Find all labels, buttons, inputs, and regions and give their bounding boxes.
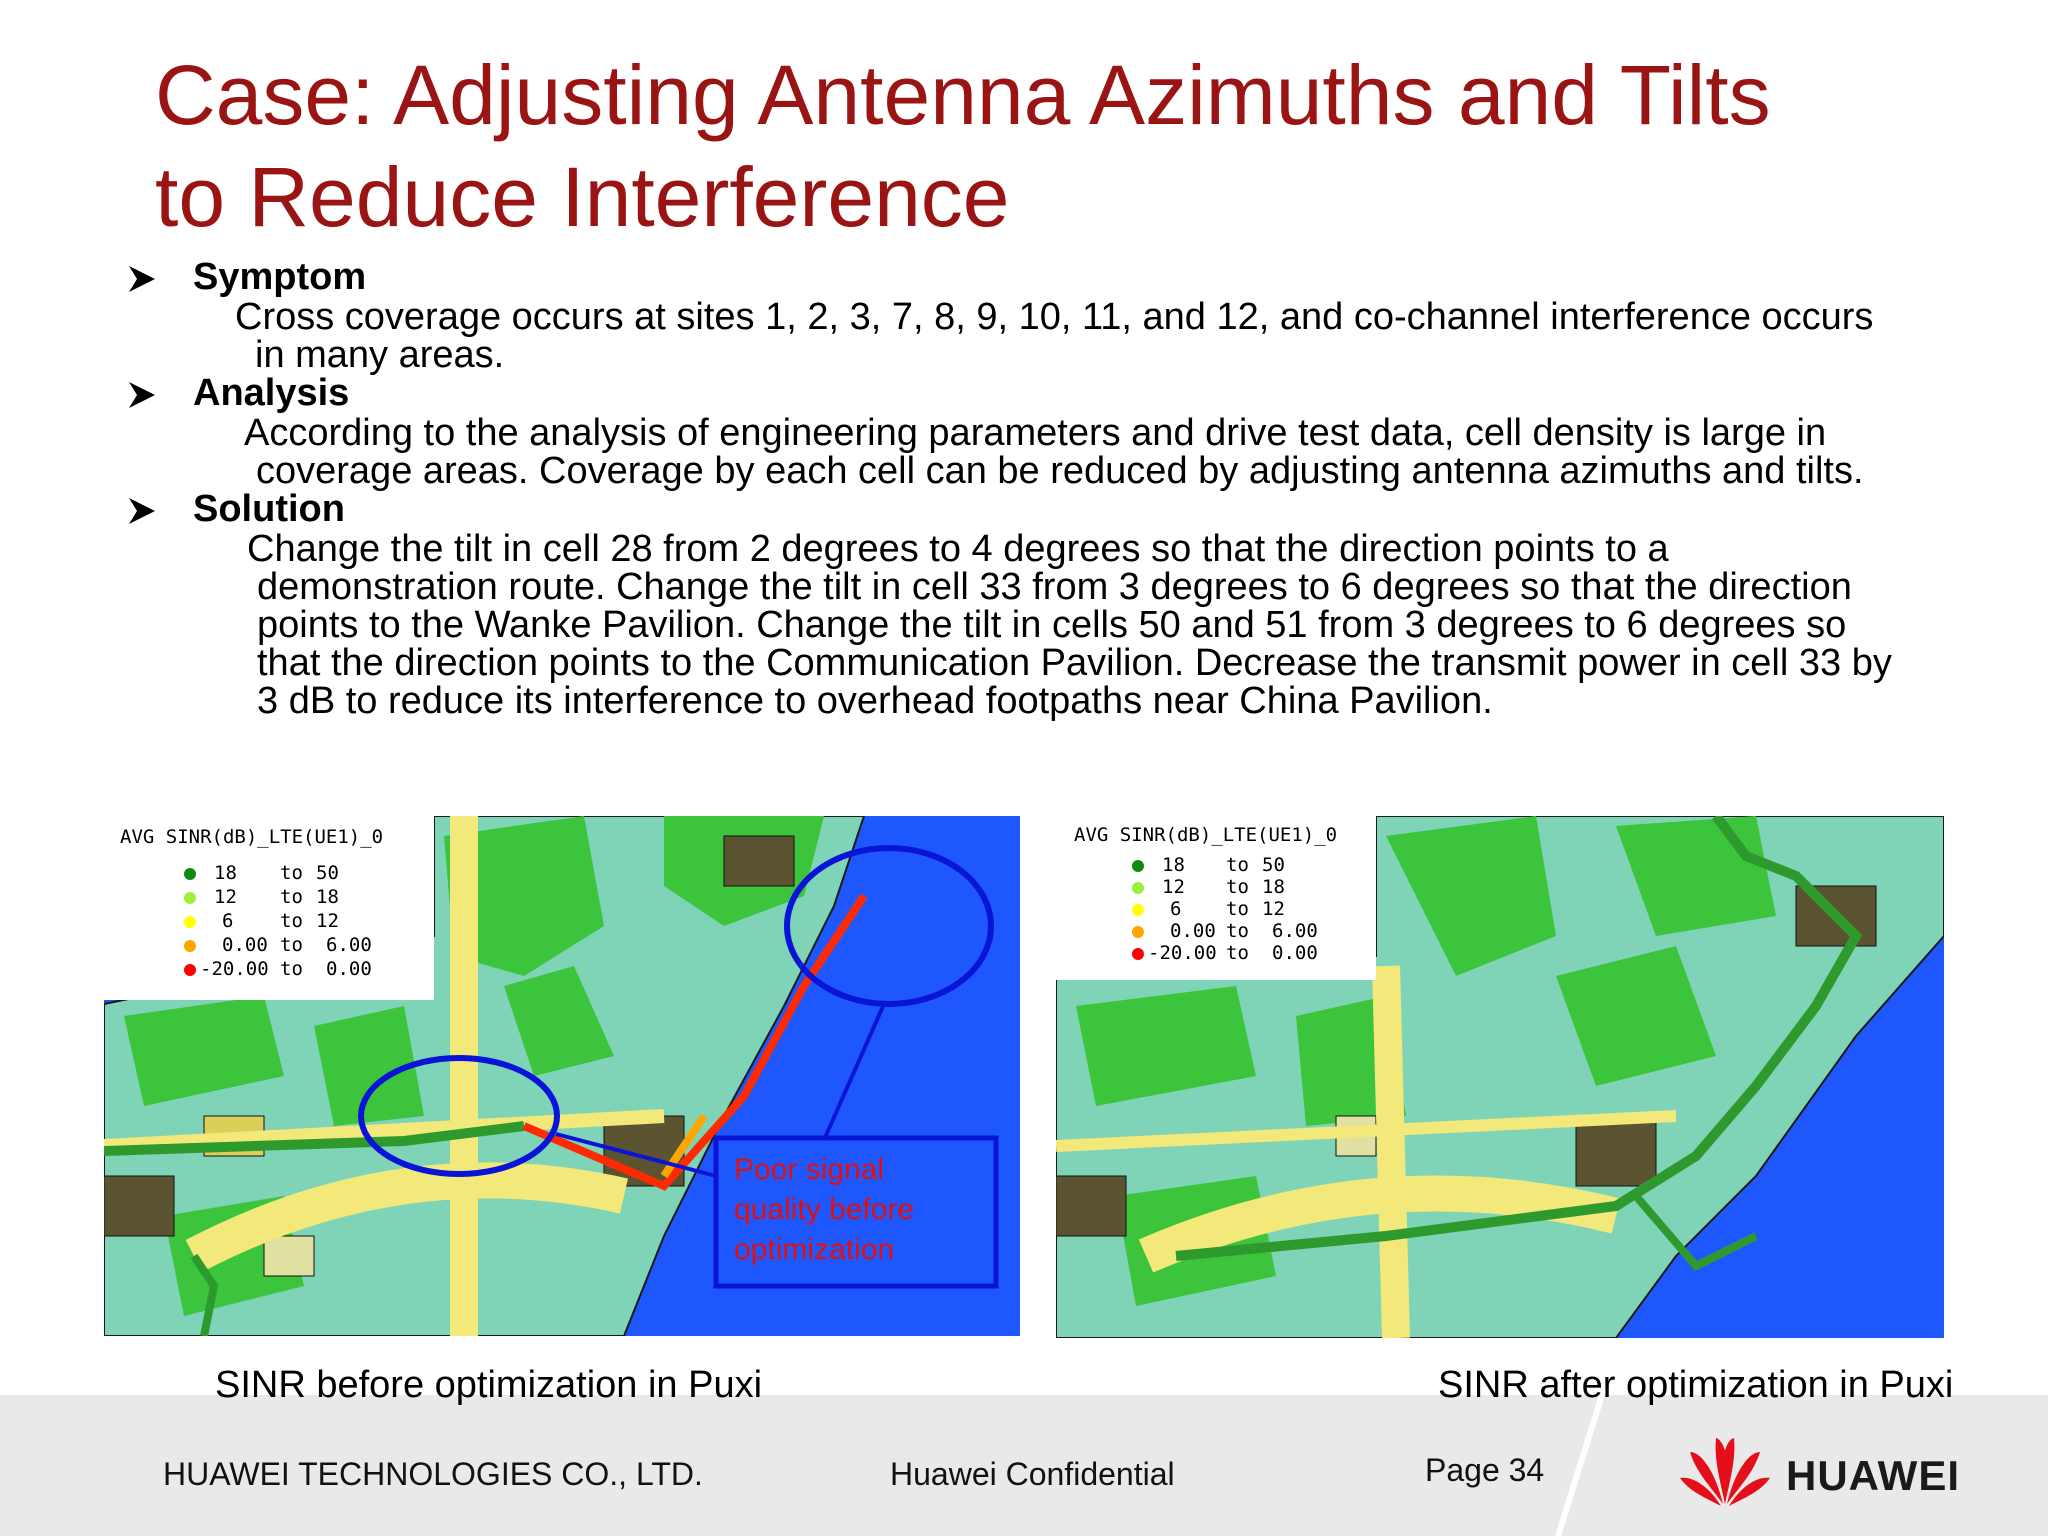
- legend-to: 50: [1262, 854, 1285, 876]
- bullet-heading: Symptom: [193, 256, 367, 298]
- huawei-logo-text: HUAWEI: [1786, 1452, 1960, 1499]
- legend-to-word: to: [1226, 854, 1249, 876]
- legend-to: 0.00: [1272, 942, 1318, 964]
- legend-to: 6.00: [1272, 920, 1318, 942]
- legend-from: 18: [1162, 854, 1185, 876]
- footer-confidential: Huawei Confidential: [890, 1456, 1175, 1492]
- legend-after: [1056, 816, 1376, 980]
- title-line-1: Case: Adjusting Antenna Azimuths and Tilts: [155, 48, 1771, 142]
- legend-from: -20.00: [200, 958, 269, 980]
- legend-to-word: to: [1226, 898, 1249, 920]
- huawei-logo: [1680, 1430, 1980, 1510]
- legend-dot: [1132, 904, 1144, 916]
- caption-before: SINR before optimization in Puxi: [215, 1364, 763, 1406]
- callout-text: [734, 1150, 914, 1270]
- legend-dot: [1132, 926, 1144, 938]
- legend-to-word: to: [1226, 876, 1249, 898]
- legend-to: 6.00: [326, 934, 372, 956]
- legend-dot: [1132, 860, 1144, 872]
- footer-page: Page 34: [1425, 1452, 1545, 1488]
- legend-to-word: to: [280, 910, 303, 932]
- callout-line: quality before: [734, 1193, 915, 1226]
- bullet-analysis: [125, 374, 2005, 490]
- legend-to: 50: [316, 862, 339, 884]
- legend-to-word: to: [280, 862, 303, 884]
- bullet-line: Change the tilt in cell 28 from 2 degrees to 4 degrees so that the direction points to a: [247, 528, 1669, 570]
- legend-to: 18: [316, 886, 339, 908]
- map-before: [104, 816, 1020, 1336]
- legend-to: 0.00: [326, 958, 372, 980]
- legend-from: 0.00: [222, 934, 268, 956]
- bullet-line: coverage areas. Coverage by each cell can be reduced by adjusting antenna azimuths and tilts.: [256, 450, 1864, 492]
- legend-dot: [184, 964, 196, 976]
- footer-company: HUAWEI TECHNOLOGIES CO., LTD.: [163, 1456, 703, 1492]
- bullet-line: points to the Wanke Pavilion. Change the tilt in cells 50 and 51 from 3 degrees to 6 degrees so: [257, 604, 1847, 646]
- bullet-line: Cross coverage occurs at sites 1, 2, 3, 7, 8, 9, 10, 11, and 12, and co-channel interference occurs: [235, 296, 1874, 338]
- footer-divider: [1540, 1395, 1620, 1536]
- bullet-symptom: [125, 258, 2005, 374]
- legend-from: 18: [214, 862, 237, 884]
- bullet-heading: Solution: [193, 488, 345, 530]
- arrow-bullet-icon: [125, 262, 159, 296]
- bullet-list: [125, 258, 2005, 720]
- legend-title: AVG SINR(dB)_LTE(UE1)_0: [1074, 824, 1338, 846]
- legend-to: 12: [1262, 898, 1285, 920]
- legend-from: 12: [214, 886, 237, 908]
- caption-after: SINR after optimization in Puxi: [1438, 1364, 1954, 1406]
- bullet-line: that the direction points to the Communication Pavilion. Decrease the transmit power in cell 33 by: [257, 642, 1892, 684]
- legend-to-word: to: [1226, 920, 1249, 942]
- bullet-heading: Analysis: [193, 372, 350, 414]
- bullet-line: demonstration route. Change the tilt in cell 33 from 3 degrees to 6 degrees so that the direction: [257, 566, 1852, 608]
- legend-from: -20.00: [1148, 942, 1217, 964]
- legend-from: 0.00: [1170, 920, 1216, 942]
- legend-before: [104, 816, 434, 1000]
- legend-dot: [184, 868, 196, 880]
- bullet-line: 3 dB to reduce its interference to overhead footpaths near China Pavilion.: [257, 680, 1493, 722]
- legend-to-word: to: [280, 958, 303, 980]
- legend-dot: [184, 892, 196, 904]
- legend-from: 6: [222, 910, 234, 932]
- legend-to-word: to: [1226, 942, 1249, 964]
- arrow-bullet-icon: [125, 494, 159, 528]
- legend-to: 18: [1262, 876, 1285, 898]
- legend-dot: [184, 916, 196, 928]
- legend-to: 12: [316, 910, 339, 932]
- legend-from: 6: [1170, 898, 1182, 920]
- legend-from: 12: [1162, 876, 1185, 898]
- slide-title: [155, 44, 1955, 248]
- bullet-solution: [125, 490, 2005, 720]
- legend-title: AVG SINR(dB)_LTE(UE1)_0: [120, 826, 384, 848]
- legend-dot: [1132, 882, 1144, 894]
- legend-dot: [184, 940, 196, 952]
- title-line-2: to Reduce Interference: [155, 150, 1010, 244]
- bullet-line: According to the analysis of engineering parameters and drive test data, cell density is large in: [244, 412, 1827, 454]
- legend-dot: [1132, 948, 1144, 960]
- arrow-bullet-icon: [125, 378, 159, 412]
- legend-to-word: to: [280, 886, 303, 908]
- legend-to-word: to: [280, 934, 303, 956]
- huawei-petal-icon: [1680, 1430, 1770, 1510]
- callout-line: optimization: [734, 1233, 895, 1266]
- map-after: [1056, 816, 1944, 1338]
- bullet-line: in many areas.: [255, 334, 505, 376]
- callout-line: Poor signal: [734, 1153, 885, 1186]
